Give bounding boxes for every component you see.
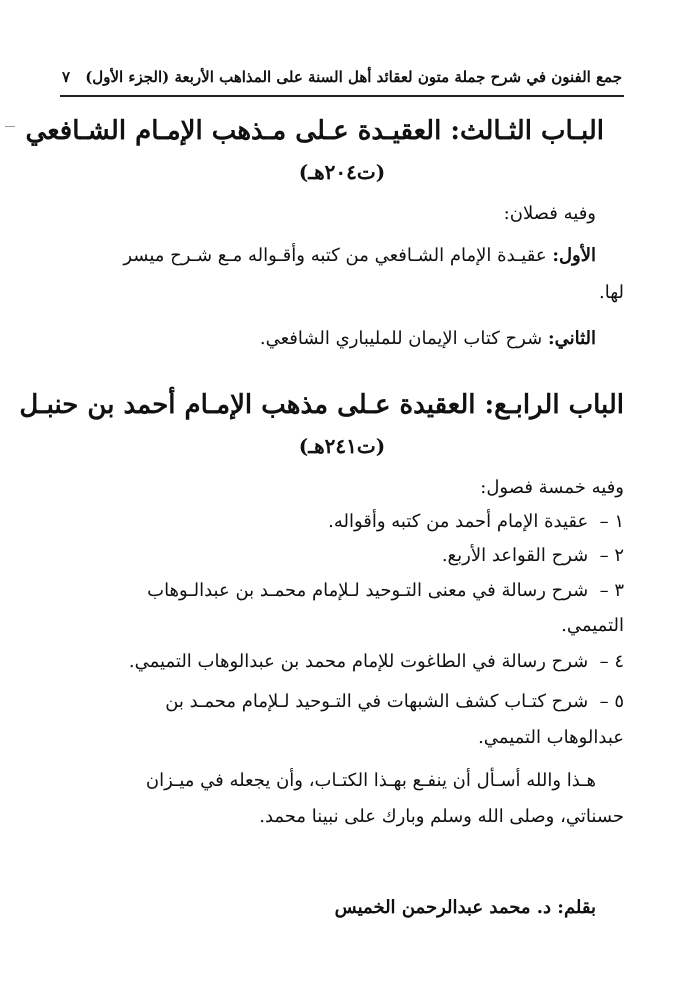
chapter4-item3-cont: التميمي. [561, 615, 624, 636]
chapter3-section1 [60, 245, 596, 266]
section1-label: الأول: [552, 245, 596, 266]
item4-text: شرح رسالة في الطاغوت للإمام محمد بن عبدالوهاب التميمي. [128, 651, 589, 672]
item1-number: ١ – [599, 511, 624, 532]
chapter3-section2 [60, 328, 596, 349]
item2-number: ٢ – [599, 545, 624, 566]
chapter4-date: (ت٢٤١هـ) [298, 434, 386, 458]
author-signature: بقلم: د. محمد عبدالرحمن الخميس [334, 897, 596, 918]
item5-number: ٥ – [599, 691, 624, 712]
item1-text: عقيدة الإمام أحمد من كتبه وأقواله. [328, 511, 589, 532]
section2-label: الثاني: [547, 328, 596, 349]
chapter4-item4 [60, 651, 624, 672]
page-number: ٧ [62, 68, 71, 86]
chapter4-item1 [60, 511, 624, 532]
header-rule [60, 95, 624, 97]
chapter3-date: (ت٢٠٤هـ) [298, 160, 386, 184]
chapter4-intro: وفيه خمسة فصول: [480, 477, 624, 498]
item3-text: شرح رسالة في معنى التـوحيد لـلإمام محمـد بن عبدالـوهاب [147, 580, 589, 601]
chapter3-section1-cont: لها. [599, 282, 624, 303]
chapter4-item5-cont: عبدالوهاب التميمي. [478, 727, 624, 748]
chapter4-item2 [60, 545, 624, 566]
item2-text: شرح القواعد الأربع. [441, 545, 589, 566]
header-title: جمع الفنون في شرح جملة متون لعقائد أهل السنة على المذاهب الأربعة (الجزء الأول) [85, 68, 622, 86]
item3-number: ٣ – [599, 580, 624, 601]
chapter4-title: الباب الرابـع: العقيدة عـلى مذهب الإمـام أحمد بن حنبـل [19, 390, 624, 420]
section2-text: شرح كتاب الإيمان للمليباري الشافعي. [259, 328, 543, 349]
chapter3-title: البـاب الثـالث: العقيـدة عـلى مـذهب الإمـام الشـافعي [25, 116, 604, 146]
item5-text: شرح كتـاب كشف الشبهات في التـوحيد لـلإمام محمـد بن [165, 691, 589, 712]
chapter4-item3 [60, 580, 624, 601]
margin-mark [5, 126, 15, 127]
section1-text: عقيـدة الإمام الشـافعي من كتبه وأقـواله مـع شـرح ميسر [123, 245, 547, 266]
chapter3-intro: وفيه فصلان: [503, 203, 596, 224]
closing-line1: هـذا والله أسـأل أن ينفـع بهـذا الكتـاب، وأن يجعله في ميـزان [145, 770, 596, 791]
running-header [62, 64, 622, 90]
closing-line2: حسناتي، وصلى الله وسلم وبارك على نبينا محمد. [259, 806, 624, 827]
item4-number: ٤ – [599, 651, 624, 672]
chapter4-item5 [60, 691, 624, 712]
